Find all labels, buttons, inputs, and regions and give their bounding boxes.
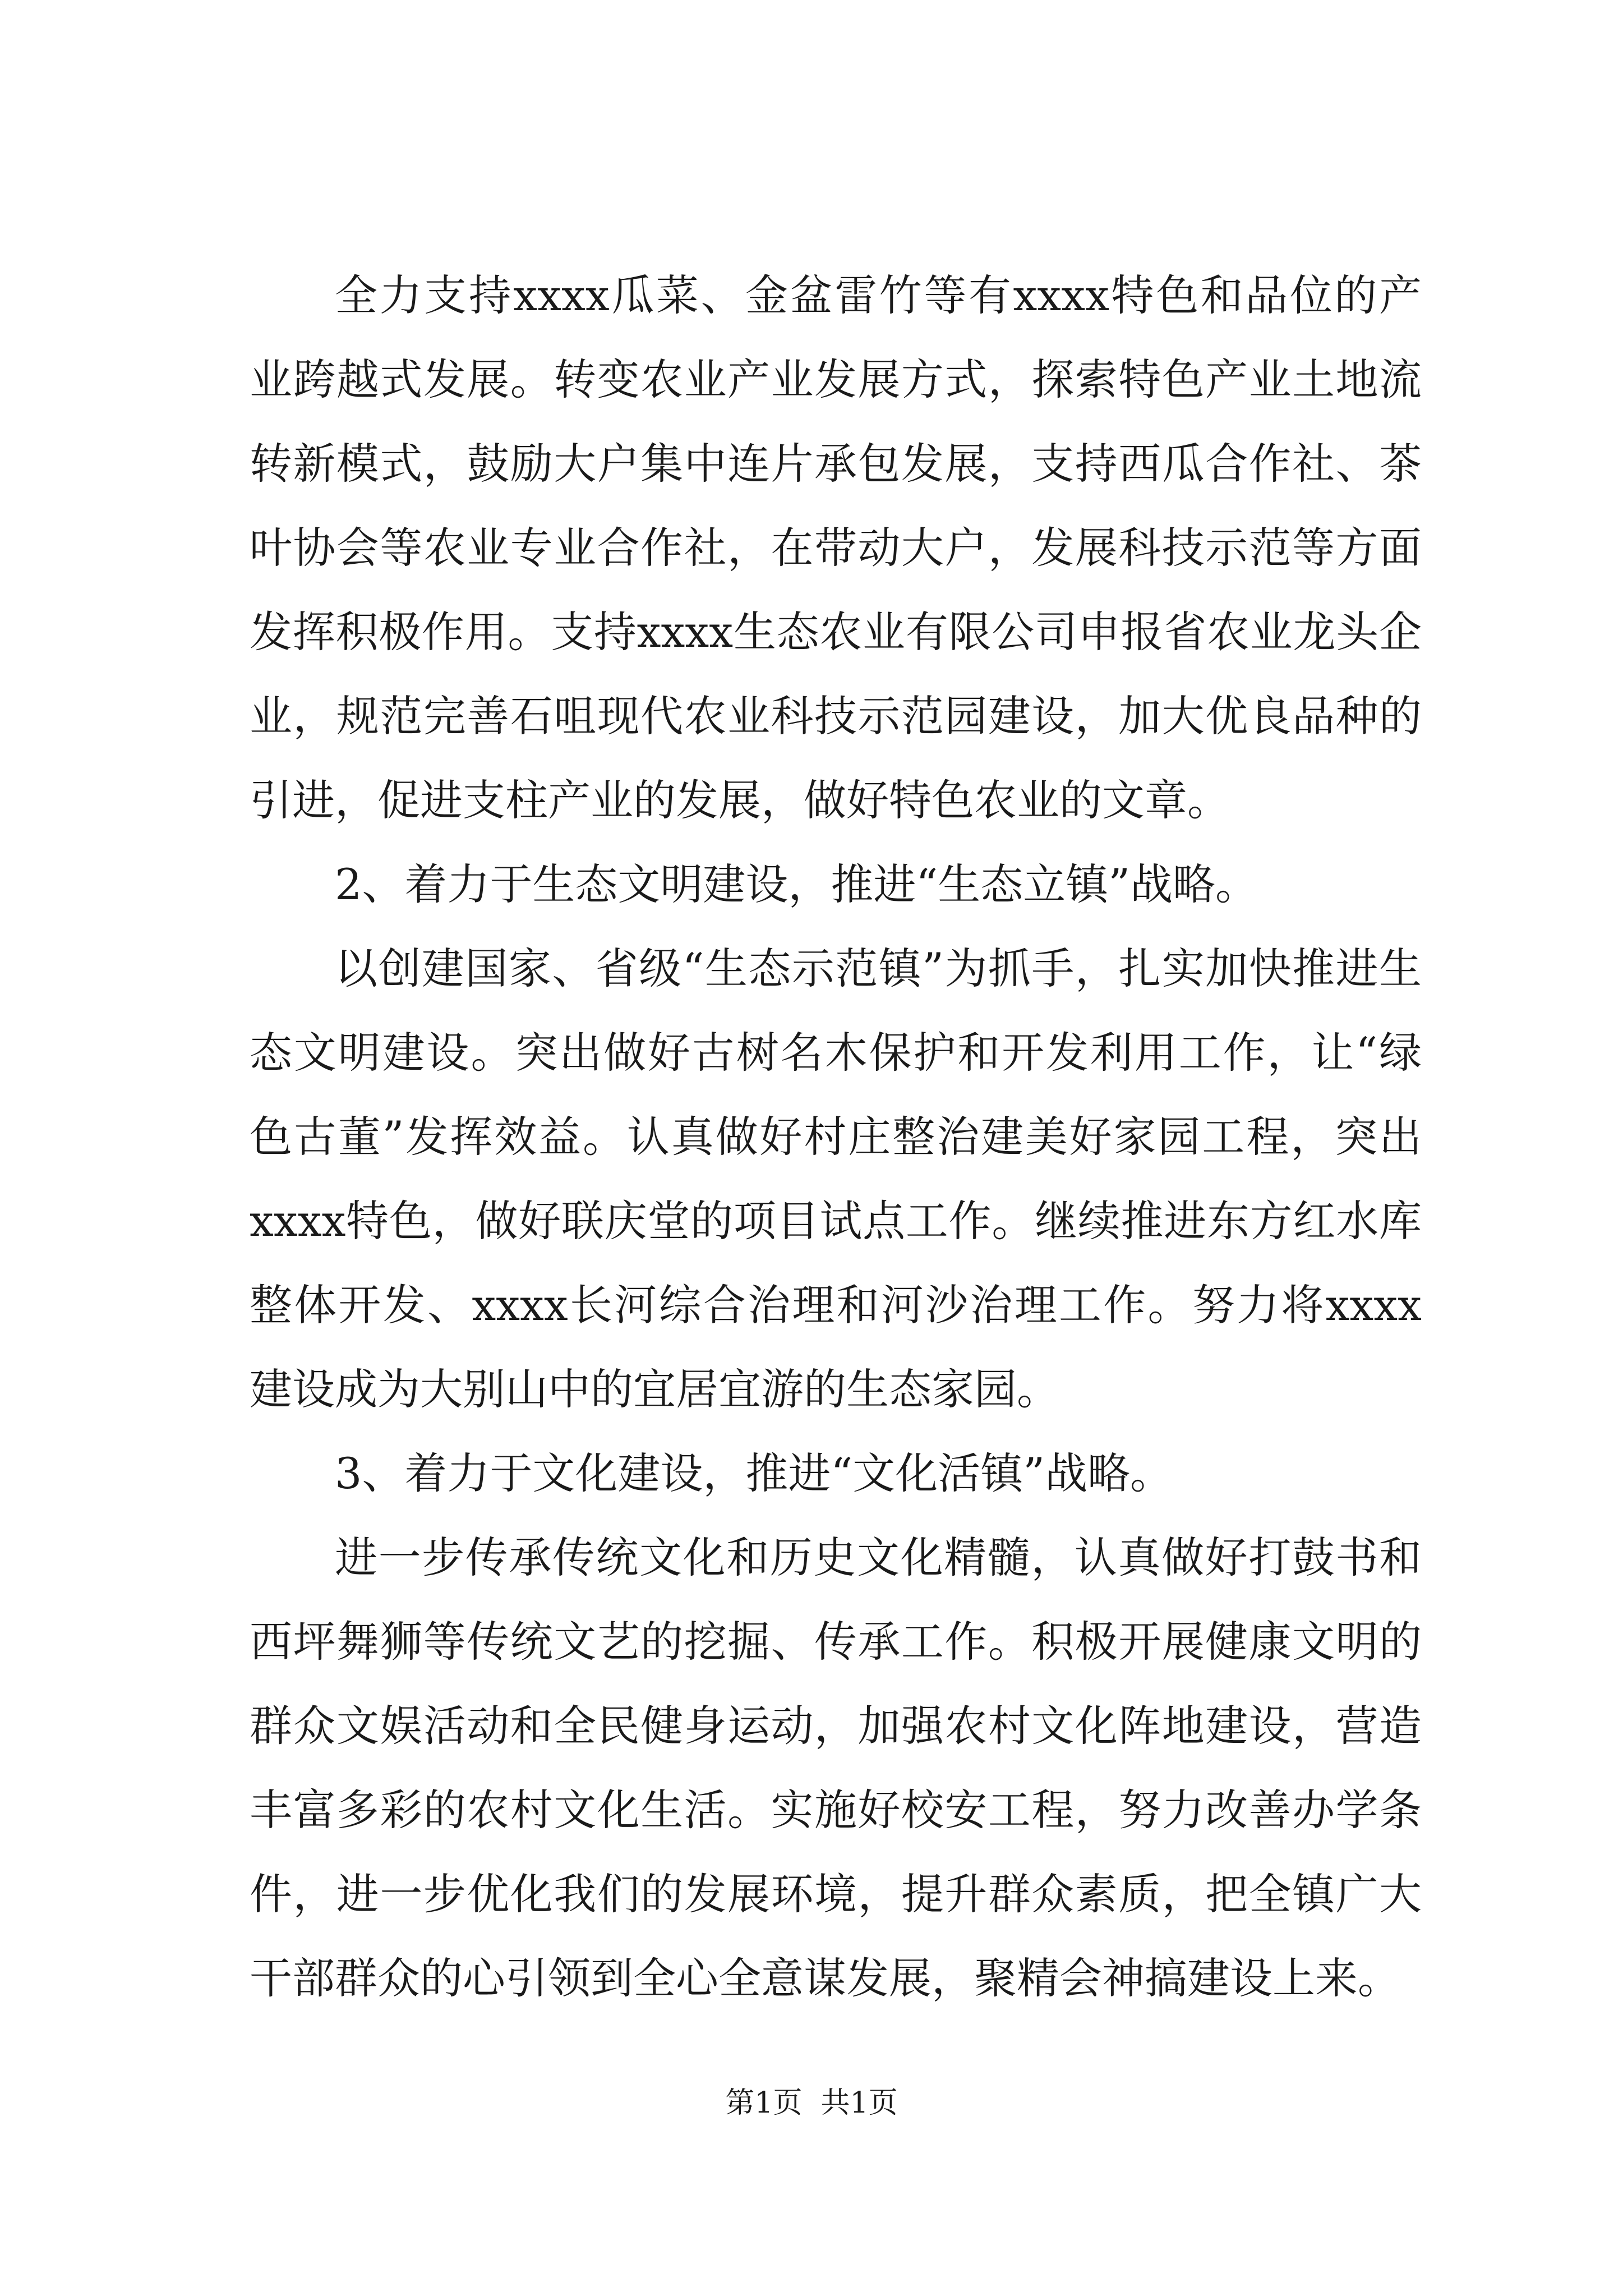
document-body: [250, 254, 1422, 2021]
footer-page-mid: 页 共: [773, 2086, 850, 2120]
footer-total-pages: 1: [850, 2086, 869, 2120]
footer-page-prefix: 第: [725, 2086, 755, 2120]
page-footer: [0, 2083, 1623, 2123]
footer-page-number: 1: [754, 2086, 773, 2120]
paragraph-agriculture: 全力支持xxxx瓜菜、金盆雷竹等有xxxx特色和品位的产业跨越式发展。转变农业产业发展方式，探索特色产业土地流转新模式，鼓励大户集中连片承包发展，支持西瓜合作社、茶叶协会等农业专业合作社，在带动大户，发展科技示范等方面发挥积极作用。支持xxxx生态农业有限公司申报省农业龙头企业，规范完善石咀现代农业科技示范园建设，加大优良品种的引进，促进支柱产业的发展，做好特色农业的文章。: [250, 270, 1422, 825]
paragraph-ecology: 以创建国家、省级“生态示范镇”为抓手，扎实加快推进生态文明建设。突出做好古树名木保护和开发利用工作，让“绿色古董”发挥效益。认真做好村庄整治建美好家园工程，突出xxxx特色，做好联庆堂的项目试点工作。继续推进东方红水库整体开发、xxxx长河综合治理和河沙治理工作。努力将xxxx建设成为大别山中的宜居宜游的生态家园。: [250, 944, 1422, 1414]
footer-page-suffix: 页: [868, 2086, 898, 2120]
paragraph-culture: 进一步传承传统文化和历史文化精髓，认真做好打鼓书和西坪舞狮等传统文艺的挖掘、传承工作。积极开展健康文明的群众文娱活动和全民健身运动，加强农村文化阵地建设，营造丰富多彩的农村文化生活。实施好校安工程，努力改善办学条件，进一步优化我们的发展环境，提升群众素质，把全镇广大干部群众的心引领到全心全意谋发展，聚精会神搞建设上来。: [250, 1533, 1422, 2003]
heading-ecology: 2、着力于生态文明建设，推进“生态立镇”战略。: [335, 859, 1258, 909]
heading-culture: 3、着力于文化建设，推进“文化活镇”战略。: [335, 1448, 1173, 1498]
